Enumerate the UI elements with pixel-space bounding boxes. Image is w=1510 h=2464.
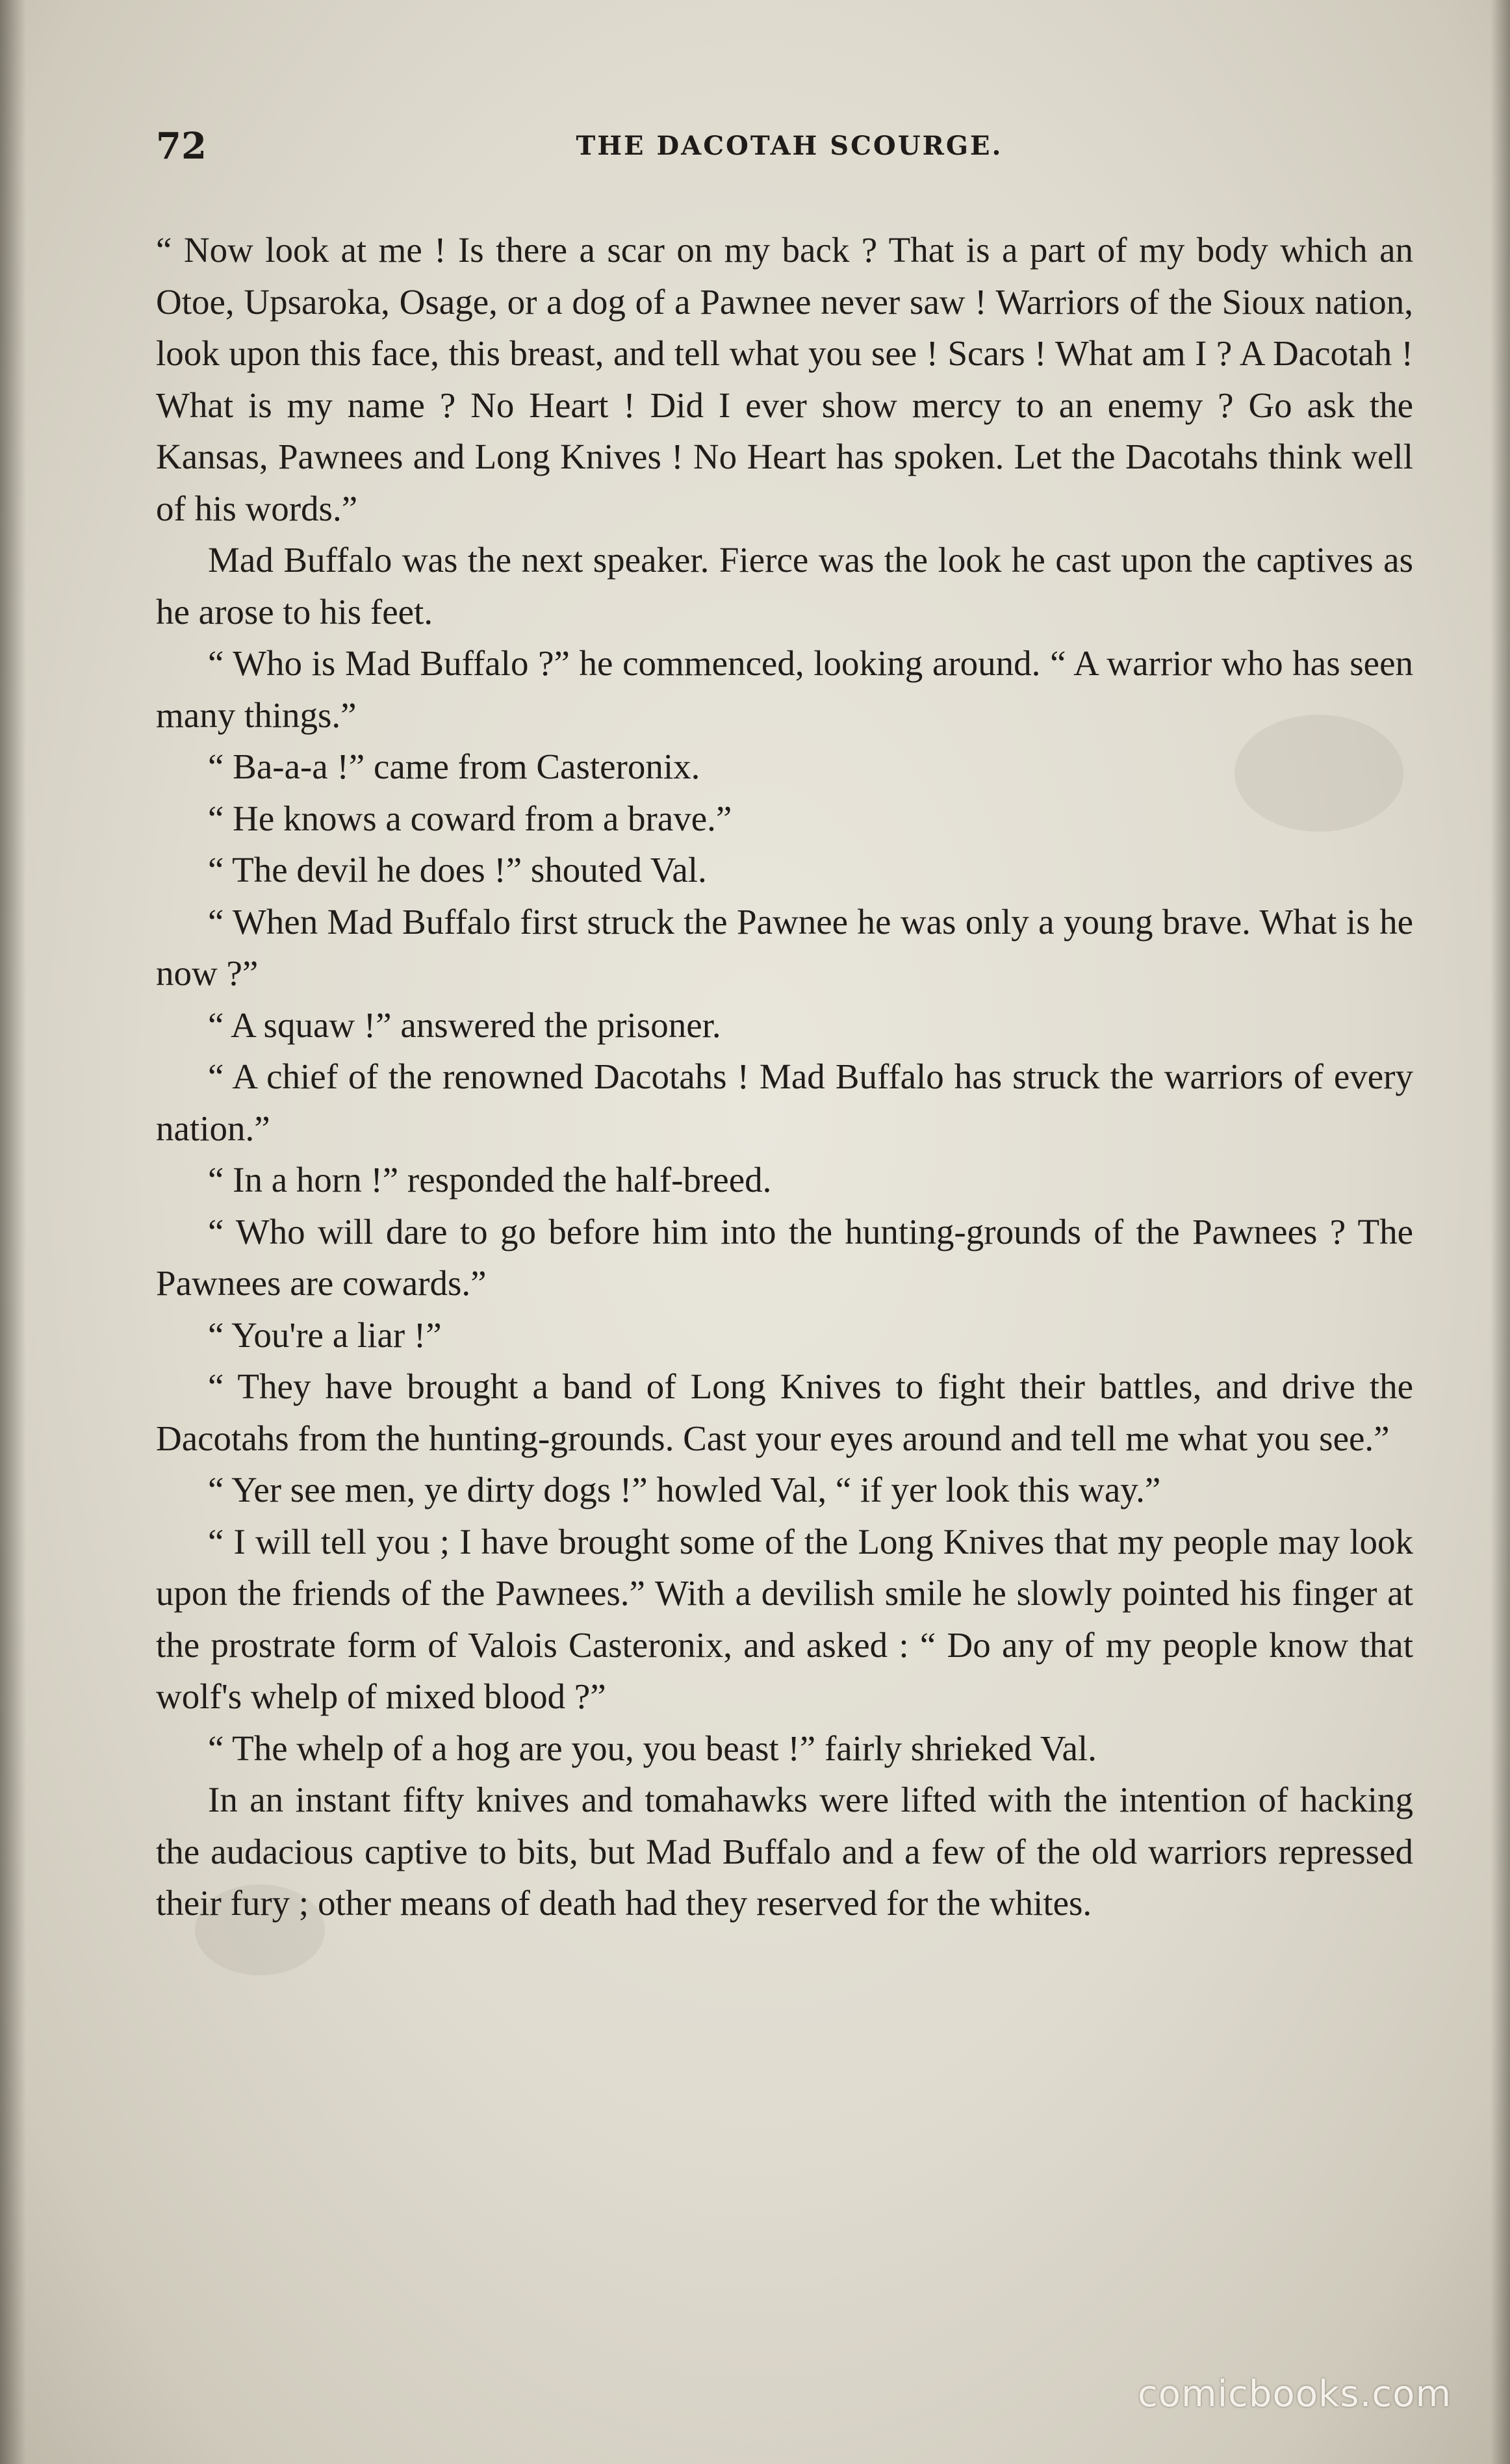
- paragraph: “ They have brought a band of Long Knives to fight their battles, and drive the Dacotahs from the hunting-grounds. Cast your eyes around and tell me what you see.”: [156, 1367, 1413, 1458]
- paragraph: “ He knows a coward from a brave.”: [208, 798, 732, 838]
- running-title: THE DACOTAH SCOURGE.: [576, 131, 1003, 161]
- paragraph: “ Ba-a-a !” came from Casteronix.: [208, 747, 700, 786]
- paragraph: Mad Buffalo was the next speaker. Fierce was the look he cast upon the captives as he arose to his feet.: [156, 540, 1413, 632]
- paragraph: In an instant fifty knives and tomahawks were lifted with the intention of hacking the audacious captive to bits, but Mad Buffalo and a few of the old warriors repressed their fury ; other means of death had they reserved for the whites.: [156, 1780, 1413, 1923]
- body-text: [156, 224, 1413, 1929]
- paragraph: “ The whelp of a hog are you, you beast !” fairly shrieked Val.: [208, 1728, 1097, 1768]
- paragraph: “ Yer see men, ye dirty dogs !” howled Val, “ if yer look this way.”: [208, 1470, 1161, 1509]
- paragraph: “ A squaw !” answered the prisoner.: [208, 1005, 721, 1045]
- paragraph: “ A chief of the renowned Dacotahs ! Mad Buffalo has struck the warriors of every nation.”: [156, 1057, 1413, 1148]
- paragraph: “ The devil he does !” shouted Val.: [208, 850, 707, 890]
- paragraph: “ You're a liar !”: [208, 1315, 442, 1355]
- paragraph: “ Who is Mad Buffalo ?” he commenced, looking around. “ A warrior who has seen many things.”: [156, 643, 1413, 735]
- paragraph: “ Who will dare to go before him into the hunting-grounds of the Pawnees ? The Pawnees are cowards.”: [156, 1211, 1413, 1303]
- page-number: 72: [156, 125, 207, 168]
- paragraph: “ When Mad Buffalo first struck the Pawnee he was only a young brave. What is he now ?”: [156, 901, 1413, 993]
- running-head: [156, 120, 1423, 172]
- paragraph: “ I will tell you ; I have brought some of the Long Knives that my people may look upon the friends of the Pawnees.” With a devilish smile he slowly pointed his finger at the prostrate form of Valois Casteronix, and asked : “ Do any of my people know that wolf's whelp of mixed blood ?”: [156, 1521, 1413, 1716]
- paragraph: “ In a horn !” responded the half-breed.: [208, 1160, 772, 1200]
- paragraph: “ Now look at me ! Is there a scar on my back ? That is a part of my body which an Otoe, Upsaroka, Osage, or a dog of a Pawnee never saw ! Warriors of the Sioux nation, look upon this face, this breast, and tell what you see ! Scars ! What am I ? A Dacotah ! What is my name ? No Heart ! Did I ever show mercy to an enemy ? Go ask the Kansas, Pawnees and Long Knives ! No Heart has spoken. Let the Dacotahs think well of his words.”: [156, 230, 1413, 528]
- site-watermark: comicbooks.com: [1137, 2373, 1452, 2415]
